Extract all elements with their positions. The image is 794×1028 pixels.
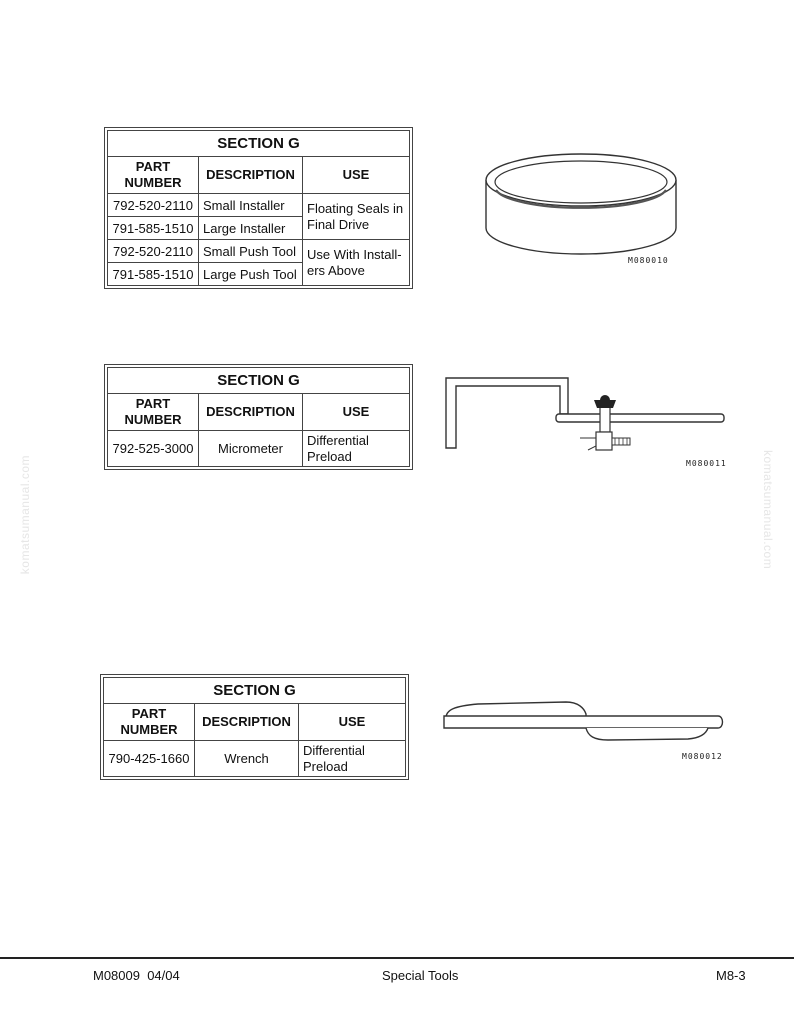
description-cell: Small Push Tool	[199, 240, 303, 263]
part-number-cell: 792-520-2110	[108, 240, 199, 263]
use-cell: Differential Preload	[303, 431, 410, 467]
tool-table-3	[100, 674, 409, 780]
use-cell: Differential Preload	[299, 741, 406, 777]
micrometer-illustration	[440, 372, 740, 472]
description-cell: Micrometer	[199, 431, 303, 467]
part-number-cell: 790-425-1660	[104, 741, 195, 777]
description-cell: Wrench	[195, 741, 299, 777]
section-title: SECTION G	[108, 131, 410, 157]
part-number-cell: 792-520-2110	[108, 194, 199, 217]
watermark-left: komatsumanual.com	[18, 455, 32, 575]
figure-code: M080012	[682, 752, 723, 761]
section-title: SECTION G	[108, 368, 410, 394]
description-cell: Large Push Tool	[199, 263, 303, 286]
footer-page-number: M8-3	[716, 968, 746, 983]
header-description: DESCRIPTION	[199, 394, 303, 431]
part-number-cell: 791-585-1510	[108, 263, 199, 286]
header-use: USE	[303, 394, 410, 431]
use-cell: Use With Install-ers Above	[303, 240, 410, 286]
ring-installer-illustration	[476, 128, 686, 273]
wrench-illustration	[438, 692, 738, 772]
part-number-cell: 792-525-3000	[108, 431, 199, 467]
footer-doc-id: M08009 04/04	[93, 968, 180, 983]
section-title: SECTION G	[104, 678, 406, 704]
part-number-cell: 791-585-1510	[108, 217, 199, 240]
tool-table-2	[104, 364, 413, 470]
header-part-number: PART NUMBER	[108, 394, 199, 431]
use-cell: Floating Seals in Final Drive	[303, 194, 410, 240]
figure-code: M080010	[628, 256, 669, 265]
description-cell: Small Installer	[199, 194, 303, 217]
watermark-right: komatsumanual.com	[761, 450, 775, 570]
footer-divider	[0, 957, 794, 959]
header-part-number: PART NUMBER	[104, 704, 195, 741]
footer-title: Special Tools	[382, 968, 459, 983]
header-part-number: PART NUMBER	[108, 157, 199, 194]
description-cell: Large Installer	[199, 217, 303, 240]
header-description: DESCRIPTION	[195, 704, 299, 741]
header-description: DESCRIPTION	[199, 157, 303, 194]
header-use: USE	[303, 157, 410, 194]
header-use: USE	[299, 704, 406, 741]
figure-code: M080011	[686, 459, 727, 468]
tool-table-1	[104, 127, 413, 289]
